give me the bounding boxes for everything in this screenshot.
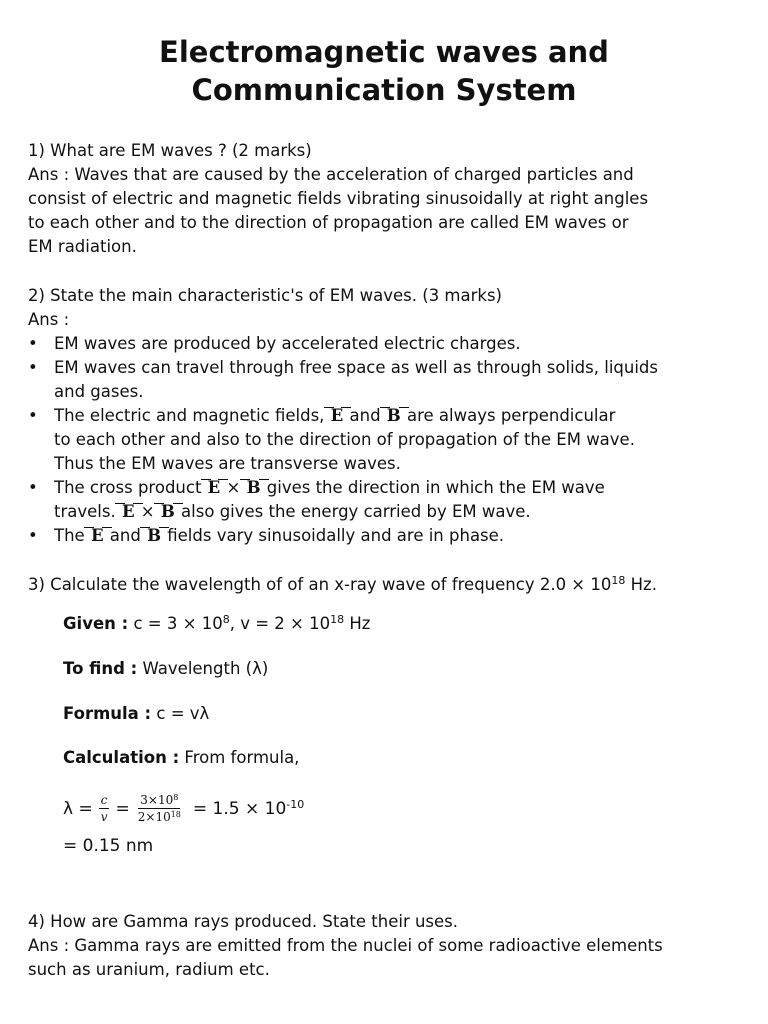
- bullet-3-continuation-1: to each other and also to the direction of propagation of the EM wave.: [54, 430, 635, 449]
- to-find-label: To find :: [63, 659, 138, 678]
- bullet-2-continuation: and gases.: [54, 382, 144, 401]
- result-base: = 1.5 × 10: [192, 798, 287, 819]
- bullet-3-continuation-2: Thus the EM waves are transverse waves.: [54, 454, 401, 473]
- to-find-value: Wavelength (λ): [137, 659, 269, 678]
- question-2-block: [28, 284, 750, 548]
- given-v-exponent: 18: [330, 613, 345, 626]
- given-unit: Hz: [344, 614, 371, 633]
- page-title: [0, 33, 768, 109]
- cross-product-sign: ×: [221, 478, 246, 497]
- vector-b-symbol: B: [160, 500, 176, 524]
- question-1-text: 1) What are EM waves ? (2 marks): [28, 141, 312, 160]
- formula-line: [63, 704, 209, 723]
- calculation-line: [63, 748, 299, 767]
- given-c-exponent: 8: [222, 613, 230, 626]
- bullet-2-text: EM waves can travel through free space as well as through solids, liquids: [54, 358, 658, 377]
- question-3-block: [28, 573, 750, 597]
- bullet-4-cont-end: also gives the energy carried by EM wave.: [175, 502, 531, 521]
- result-value: [193, 799, 304, 819]
- fraction-numerator: c: [100, 793, 108, 807]
- vector-e-symbol: E: [121, 500, 136, 524]
- vector-e-symbol: E: [90, 524, 105, 548]
- bullet-1-text: EM waves are produced by accelerated electric charges.: [54, 334, 521, 353]
- vector-e-symbol: E: [330, 404, 345, 428]
- final-answer: = 0.15 nm: [63, 836, 154, 856]
- bullet-item: [28, 356, 750, 380]
- answer-1-line-4: EM radiation.: [28, 237, 137, 256]
- vector-b-symbol: B: [146, 524, 162, 548]
- lambda-equals: λ =: [63, 798, 93, 819]
- vector-b-symbol: B: [246, 476, 262, 500]
- question-3-text-end: Hz.: [625, 575, 657, 594]
- vector-b-symbol: B: [386, 404, 402, 428]
- bullet-marker: •: [28, 526, 38, 545]
- fraction-numerator: [138, 793, 180, 809]
- bullet-3-text-and: and: [344, 406, 386, 425]
- bullet-5-text-and: and: [104, 526, 147, 545]
- bullet-item: [28, 404, 750, 428]
- vector-e-symbol: E: [207, 476, 222, 500]
- numerator-exponent: 8: [173, 793, 179, 802]
- question-3-text-start: 3) Calculate the wavelength of of an x-ray wave of frequency 2.0 × 10: [28, 575, 612, 594]
- question-3-text: [28, 573, 750, 597]
- bullet-4-cont-start: travels.: [54, 502, 121, 521]
- answer-1-line-2: consist of electric and magnetic fields vibrating sinusoidally at right angles: [28, 189, 649, 208]
- denominator-exponent: 18: [170, 810, 181, 819]
- answer-4-line-1: Ans : Gamma rays are emitted from the nuclei of some radioactive elements: [28, 936, 663, 955]
- denominator-base: 2×10: [137, 810, 171, 824]
- bullet-item: [28, 524, 750, 548]
- question-2-text: 2) State the main characteristic's of EM waves. (3 marks): [28, 286, 502, 305]
- question-4-block: [28, 910, 750, 982]
- bullet-4-text-end: gives the direction in which the EM wave: [261, 478, 605, 497]
- bullet-marker: •: [28, 478, 38, 497]
- result-exponent: -10: [286, 797, 305, 811]
- bullet-4-continuation: [28, 500, 750, 524]
- bullet-3-text-start: The electric and magnetic fields,: [54, 406, 330, 425]
- answer-1-line-1: Ans : Waves that are caused by the acceleration of charged particles and: [28, 165, 634, 184]
- fraction-denominator: v: [100, 810, 108, 824]
- given-line: [63, 614, 370, 633]
- bullet-marker: •: [28, 358, 38, 377]
- bullet-item: [28, 476, 750, 500]
- bullet-3-text-end: are always perpendicular: [401, 406, 616, 425]
- to-find-line: [63, 659, 268, 678]
- answer-2-label: Ans :: [28, 310, 70, 329]
- bullet-4-text-start: The cross product: [54, 478, 207, 497]
- bullet-marker: •: [28, 334, 38, 353]
- given-label: Given :: [63, 614, 129, 633]
- bullet-item: [28, 332, 750, 356]
- title-line-2: Communication System: [191, 73, 577, 107]
- numerator-base: 3×10: [140, 793, 174, 807]
- calculation-label: Calculation :: [63, 748, 180, 767]
- equals-sign: =: [115, 798, 130, 819]
- bullet-5-text-end: fields vary sinusoidally and are in phase.: [162, 526, 505, 545]
- formula-label: Formula :: [63, 704, 152, 723]
- frequency-exponent: 18: [611, 574, 626, 587]
- bullet-marker: •: [28, 406, 38, 425]
- given-v: , v = 2 × 10: [229, 614, 331, 633]
- title-line-1: Electromagnetic waves and: [159, 35, 609, 69]
- calculation-value: From formula,: [179, 748, 300, 767]
- question-4-text: 4) How are Gamma rays produced. State their uses.: [28, 912, 459, 931]
- bullet-5-text-start: The: [54, 526, 90, 545]
- fraction-denominator: [136, 809, 183, 824]
- answer-1-line-3: to each other and to the direction of propagation are called EM waves or: [28, 213, 629, 232]
- cross-product-sign: ×: [135, 502, 160, 521]
- lambda-equation: [63, 793, 304, 824]
- given-c: c = 3 × 10: [128, 614, 223, 633]
- question-1-block: [28, 139, 750, 259]
- answer-4-line-2: such as uranium, radium etc.: [28, 960, 270, 979]
- formula-value: c = vλ: [151, 704, 210, 723]
- fraction-c-over-v: [99, 793, 110, 824]
- fraction-values: [136, 793, 183, 824]
